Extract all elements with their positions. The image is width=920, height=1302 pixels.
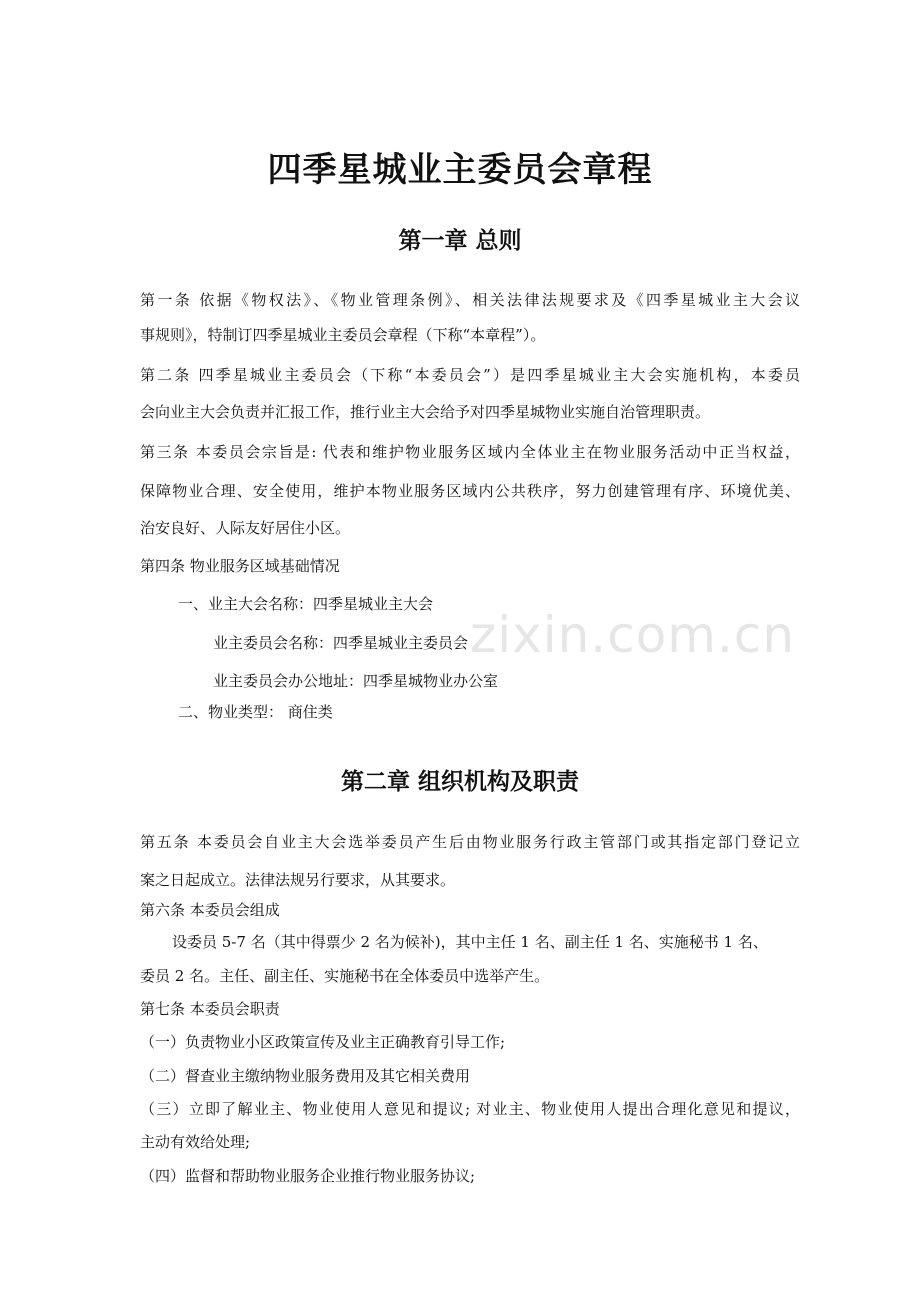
paragraph-line: 第五条 本委员会自业主大会选举委员产生后由物业服务行政主管部门或其指定部门登记立 <box>140 833 800 851</box>
paragraph-line: 第一条 依据《物权法》、《物业管理条例》、相关法律法规要求及《四季星城业主大会议 <box>140 291 800 309</box>
paragraph-line: （二）督查业主缴纳物业服务费用及其它相关费用 <box>140 1067 471 1085</box>
paragraph-line: 第四条 物业服务区域基础情况 <box>140 557 340 575</box>
paragraph-line: （三）立即了解业主、物业使用人意见和提议; 对业主、物业使用人提出合理化意见和提议， <box>140 1100 800 1118</box>
paragraph-line: 事规则》，特制订四季星城业主委员会章程（下称“本章程”）。 <box>140 326 546 344</box>
paragraph-line: 委员 2 名。主任、副主任、实施秘书在全体委员中选举产生。 <box>140 967 550 985</box>
paragraph-line: 第三条 本委员会宗旨是: 代表和维护物业服务区域内全体业主在物业服务活动中正当权益， <box>140 443 800 461</box>
paragraph-line: 第七条 本委员会职责 <box>140 1000 280 1018</box>
paragraph-line: 设委员 5-7 名（其中得票少 2 名为候补)，其中主任 1 名、副主任 1 名、实施秘书 1 名、 <box>172 933 768 951</box>
paragraph-line: 第六条 本委员会组成 <box>140 901 280 919</box>
paragraph-line: 保障物业合理、安全使用，维护本物业服务区域内公共秩序，努力创建管理有序、环境优美、 <box>140 482 800 500</box>
paragraph-line: 治安良好、人际友好居住小区。 <box>140 519 351 537</box>
document-title: 四季星城业主委员会章程 <box>267 150 653 190</box>
paragraph-line: 二、物业类型： 商住类 <box>178 703 333 721</box>
paragraph-line: （四）监督和帮助物业服务企业推行物业服务协议; <box>140 1167 476 1185</box>
paragraph-line: 案之日起成立。法律法规另行要求，从其要求。 <box>140 871 456 889</box>
paragraph-line: 业主委员会办公地址：四季星城物业办公室 <box>213 672 499 690</box>
paragraph-line: 会向业主大会负责并汇报工作，推行业主大会给予对四季星城物业实施自治管理职责。 <box>140 403 711 421</box>
paragraph-line: （一）负责物业小区政策宣传及业主正确教育引导工作; <box>140 1033 506 1051</box>
watermark: zixin.com.cn <box>470 606 796 664</box>
chapter-heading-1: 第一章 总则 <box>398 228 522 254</box>
paragraph-line: 一、业主大会名称：四季星城业主大会 <box>178 595 434 613</box>
paragraph-line: 第二条 四季星城业主委员会（下称“本委员会”）是四季星城业主大会实施机构，本委员 <box>140 366 800 384</box>
paragraph-line: 主动有效给处理; <box>140 1133 251 1151</box>
chapter-heading-2: 第二章 组织机构及职责 <box>340 769 579 795</box>
paragraph-line: 业主委员会名称：四季星城业主委员会 <box>213 634 469 652</box>
